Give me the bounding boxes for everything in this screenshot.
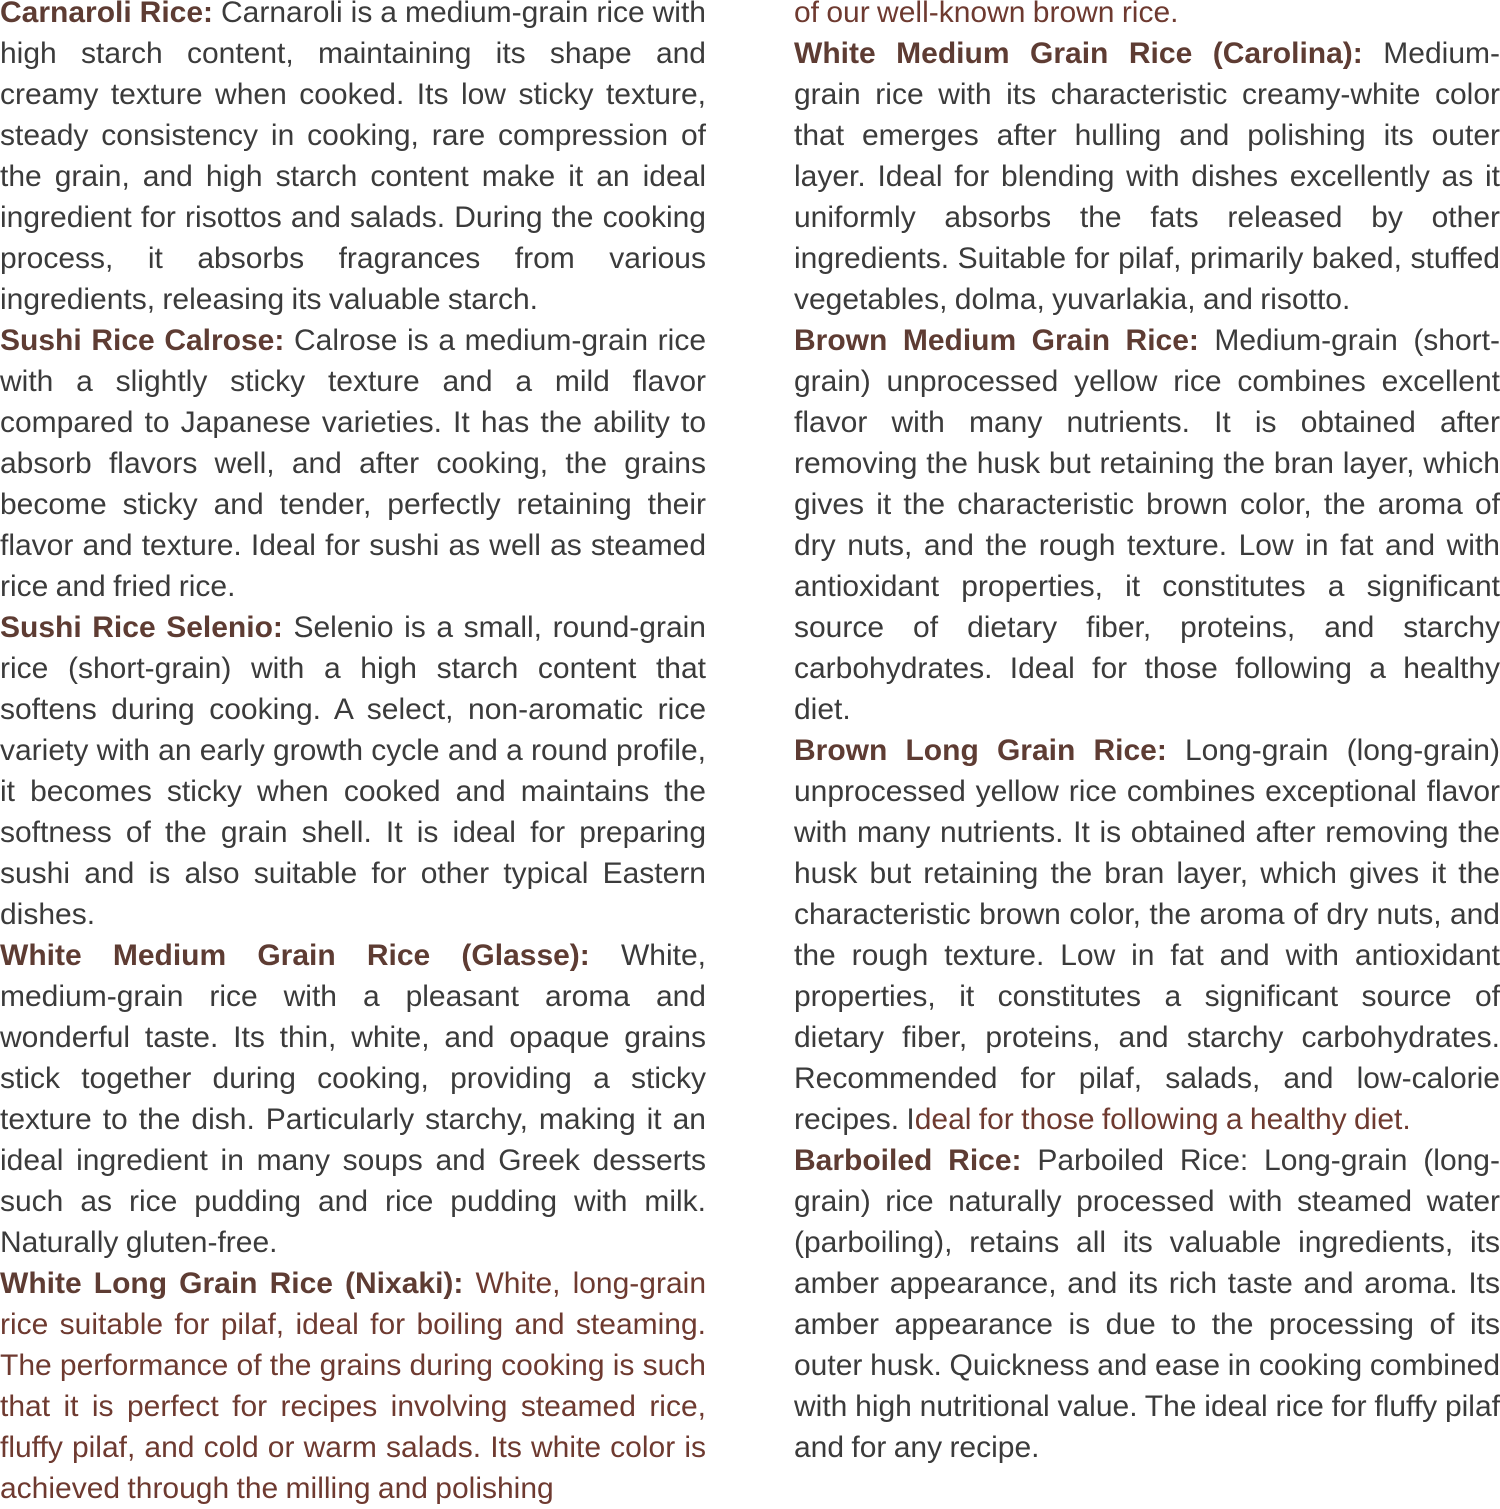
entry-title: White Medium Grain Rice (Carolina): xyxy=(794,37,1363,70)
entry-title: Carnaroli Rice: xyxy=(0,0,214,29)
entry-sushi-selenio xyxy=(0,607,706,935)
entry-title: Brown Long Grain Rice: xyxy=(794,734,1167,767)
entry-brown-medium xyxy=(794,320,1500,730)
entry-brown-long xyxy=(794,730,1500,1140)
entry-text: Carnaroli is a medium-grain rice with high starch content, maintaining its shape and creamy texture when cooked. Its low sticky texture, steady consistency in cooking, rare compression of the grain, and high starch content make it an ideal ingredient for risottos and salads. During the cooking process, it absorbs fragrances from various ingredients, releasing its valuable starch. xyxy=(0,0,706,316)
entry-title: Sushi Rice Calrose: xyxy=(0,324,285,357)
entry-white-medium-glasse xyxy=(0,935,706,1263)
entry-sushi-calrose xyxy=(0,320,706,607)
entry-text: White, long-grain rice suitable for pilaf, ideal for boiling and steaming. The performance of the grains during cooking is such that it is perfect for recipes involving steamed rice, fluffy pilaf, and cold or warm salads. Its white color is achieved through the milling and polishing xyxy=(0,1267,707,1505)
entry-white-long-nixaki xyxy=(0,1263,706,1509)
entry-title: Sushi Rice Selenio: xyxy=(0,611,283,644)
entry-title: White Long Grain Rice (Nixaki): xyxy=(0,1267,464,1300)
entry-title: White Medium Grain Rice (Glasse): xyxy=(0,939,590,972)
entry-text: White, medium-grain rice with a pleasant aroma and wonderful taste. Its thin, white, and opaque grains stick together during cooking, providing a sticky texture to the dish. Particularly starchy, making it an ideal ingredient in many soups and Greek desserts such as rice pudding and rice pudding with milk. Naturally gluten-free. xyxy=(0,939,706,1259)
entry-text: Selenio is a small, round-grain rice (short-grain) with a high starch content that softens during cooking. A select, non-aromatic rice variety with an early growth cycle and a round profile, it becomes sticky when cooked and maintains the softness of the grain shell. It is ideal for preparing sushi and is also suitable for other typical Eastern dishes. xyxy=(0,611,706,931)
entry-text: Calrose is a medium-grain rice with a slightly sticky texture and a mild flavor compared to Japanese varieties. It has the ability to absorb flavors well, and after cooking, the grains become sticky and tender, perfectly retaining their flavor and texture. Ideal for sushi as well as steamed rice and fried rice. xyxy=(0,324,707,603)
entry-barboiled xyxy=(794,1140,1500,1468)
entry-carnaroli xyxy=(0,0,706,320)
entry-title: Barboiled Rice: xyxy=(794,1144,1022,1177)
left-column xyxy=(0,0,706,1509)
right-column xyxy=(794,0,1500,1468)
entry-title: Brown Medium Grain Rice: xyxy=(794,324,1199,357)
entry-text-tail: deal for those following a healthy diet. xyxy=(914,1103,1411,1136)
continuation-text: of our well-known brown rice. xyxy=(794,0,1179,29)
entry-text: Medium-grain rice with its characteristic creamy-white color that emerges after hulling and polishing its outer layer. Ideal for blending with dishes excellently as it uniformly absorbs the fats released by other ingredients. Suitable for pilaf, primarily baked, stuffed vegetables, dolma, yuvarlakia, and risotto. xyxy=(794,37,1500,316)
entry-text: Parboiled Rice: Long-grain (long-grain) rice naturally processed with steamed water (parboiling), retains all its valuable ingredients, its amber appearance, and its rich taste and aroma. Its amber appearance is due to the processing of its outer husk. Quickness and ease in cooking combined with high nutritional value. The ideal rice for fluffy pilaf and for any recipe. xyxy=(794,1144,1500,1464)
entry-text: Long-grain (long-grain) unprocessed yellow rice combines exceptional flavor with many nutrients. It is obtained after removing the husk but retaining the bran layer, which gives it the characteristic brown color, the aroma of dry nuts, and the rough texture. Low in fat and with antioxidant properties, it constitutes a significant source of dietary fiber, proteins, and starchy carbohydrates. Recommended for pilaf, salads, and low-calorie recipes. I xyxy=(794,734,1500,1136)
entry-white-medium-carolina xyxy=(794,33,1500,320)
entry-text: Medium-grain (short-grain) unprocessed yellow rice combines excellent flavor with many nutrients. It is obtained after removing the husk but retaining the bran layer, which gives it the characteristic brown color, the aroma of dry nuts, and the rough texture. Low in fat and with antioxidant properties, it constitutes a significant source of dietary fiber, proteins, and starchy carbohydrates. Ideal for those following a healthy diet. xyxy=(794,324,1500,726)
